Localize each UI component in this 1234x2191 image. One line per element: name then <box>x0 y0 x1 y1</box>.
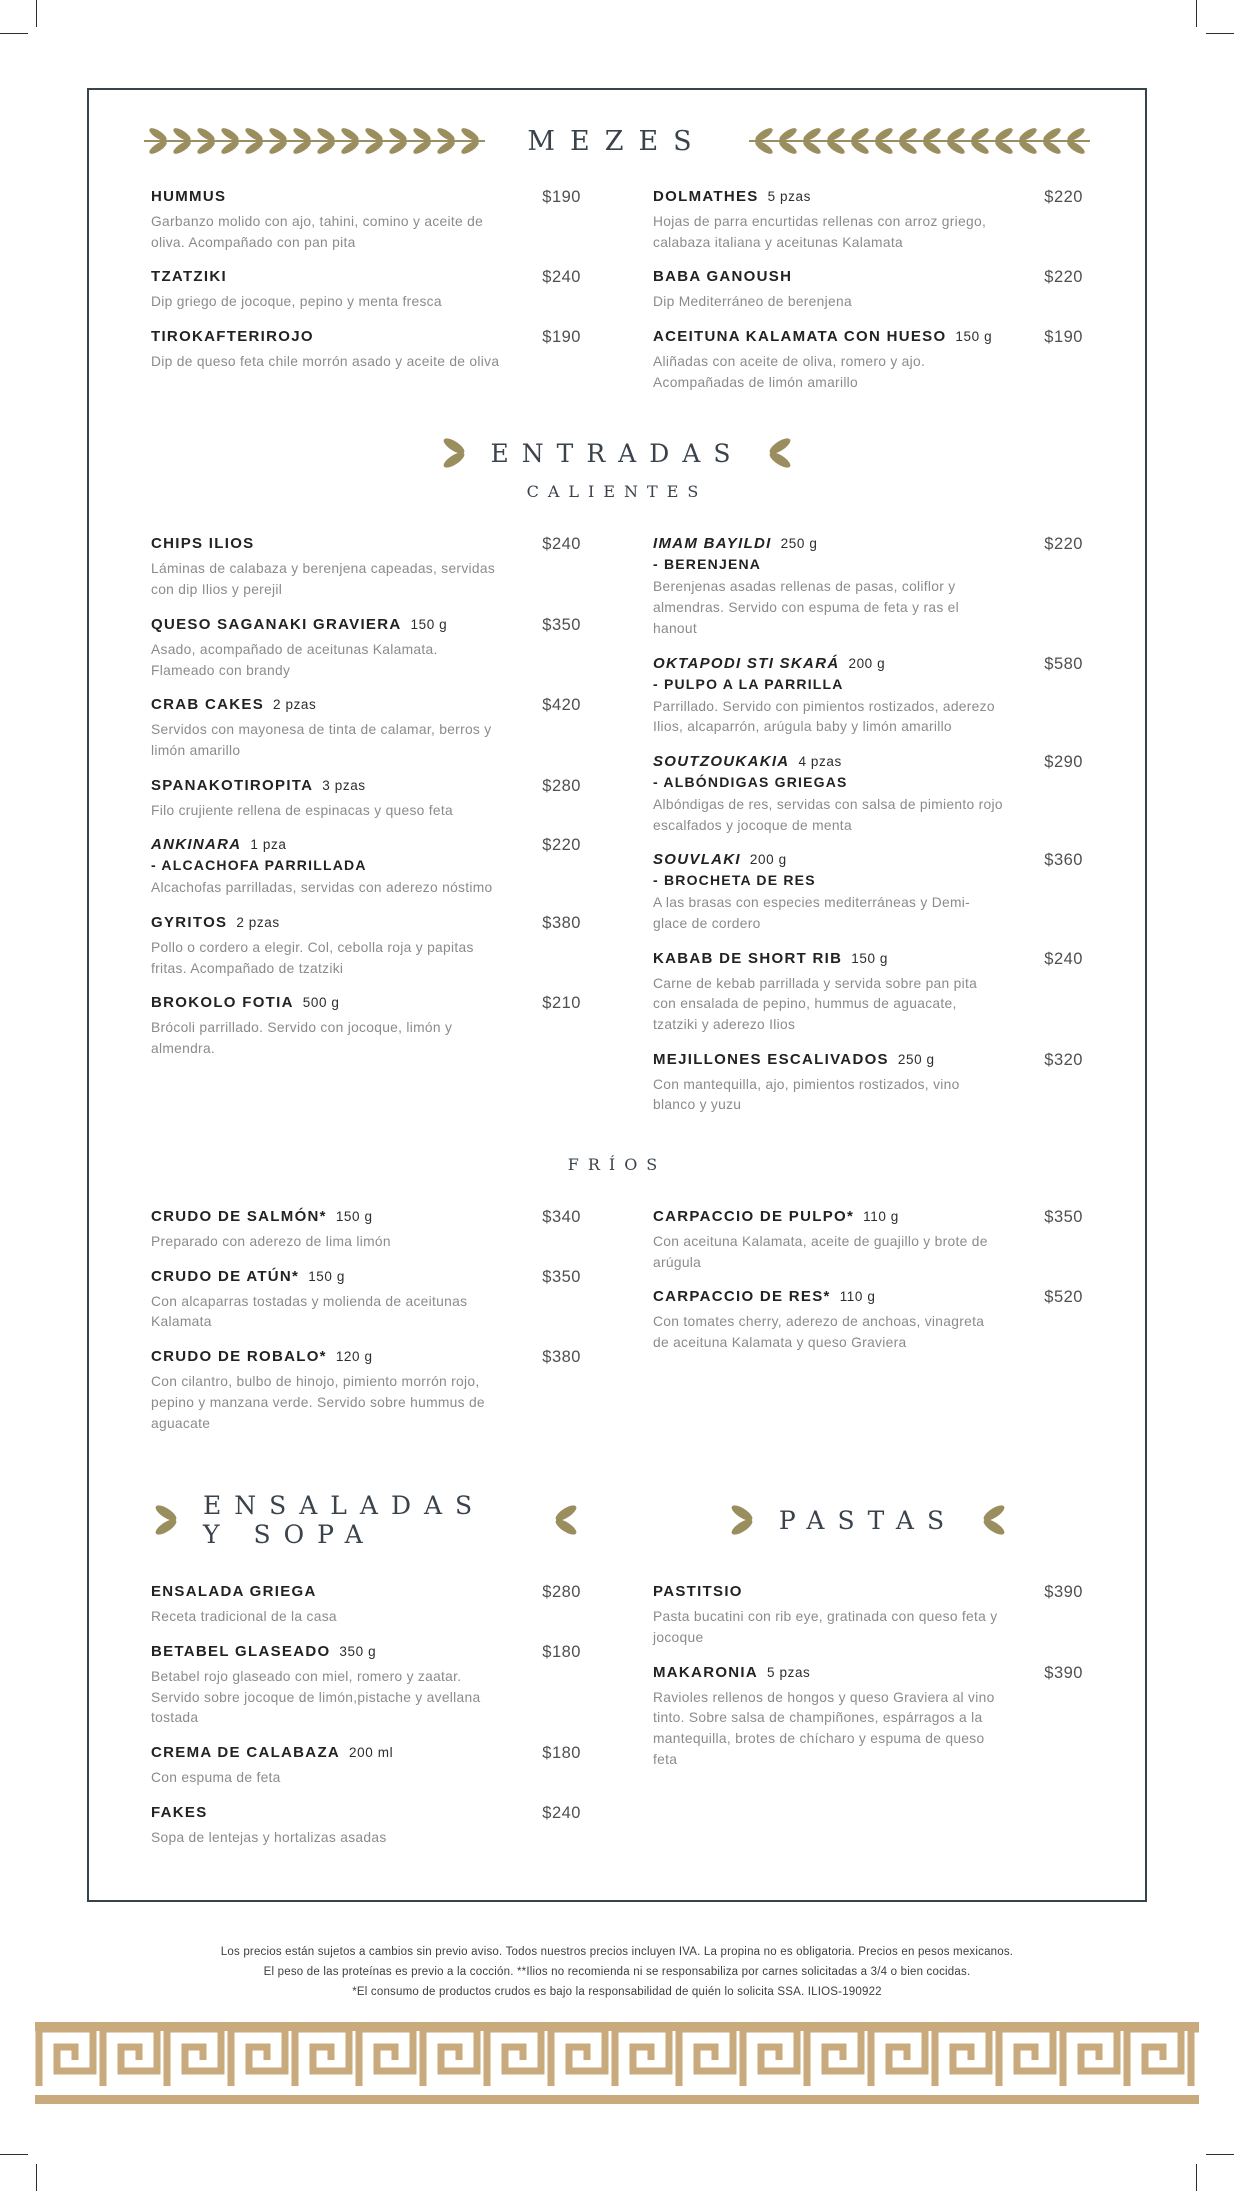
item-qty: 4 pzas <box>798 753 842 769</box>
item-description: Pasta bucatini con rib eye, gratinada con queso feta y jocoque <box>653 1609 998 1645</box>
item-name: ANKINARA <box>151 836 242 854</box>
item-description: Dip griego de jocoque, pepino y menta fresca <box>151 294 442 310</box>
menu-item <box>151 535 581 600</box>
item-qty: 110 g <box>863 1209 899 1225</box>
menu-item <box>653 950 1083 1036</box>
item-name: CRUDO DE SALMÓN* <box>151 1208 327 1226</box>
item-description: Garbanzo molido con ajo, tahini, comino y aceite de oliva. Acompañado con pan pita <box>151 214 484 250</box>
subsection-title-calientes: CALIENTES <box>526 482 708 502</box>
crop-mark <box>0 2154 28 2155</box>
legal-line-1: Los precios están sujetos a cambios sin previo aviso. Todos nuestros precios incluyen IVA. La propina no es obligatoria. Precios en pesos mexicanos. <box>220 1946 1014 1958</box>
menu-item <box>653 268 1083 313</box>
item-description: Con alcaparras tostadas y molienda de aceitunas Kalamata <box>151 1293 468 1330</box>
menu-item <box>653 188 1083 253</box>
item-description: Pollo o cordero a elegir. Col, cebolla roja y papitas fritas. Acompañado de tzatziki <box>151 939 474 976</box>
menu-item <box>151 268 581 313</box>
menu-item <box>151 1268 581 1333</box>
menu-item <box>151 696 581 761</box>
item-price: $290 <box>1044 752 1083 771</box>
item-name: ACEITUNA KALAMATA CON HUESO <box>653 328 947 346</box>
item-description: Aliñadas con aceite de oliva, romero y ajo. Acompañadas de limón amarillo <box>653 354 926 390</box>
section-title: ENSALADAS Y SOPA <box>203 1491 486 1550</box>
item-price: $190 <box>542 328 581 347</box>
crop-mark <box>36 0 37 27</box>
item-price: $380 <box>542 913 581 932</box>
item-name: ENSALADA GRIEGA <box>151 1583 317 1601</box>
leaf-ornament-right-icon <box>551 1503 581 1537</box>
item-qty: 150 g <box>410 616 448 632</box>
item-name: BETABEL GLASEADO <box>151 1642 331 1660</box>
item-qty: 500 g <box>302 995 340 1011</box>
item-name: HUMMUS <box>151 188 227 205</box>
crop-mark <box>1196 0 1197 27</box>
menu-item <box>653 1208 1083 1273</box>
item-qty: 2 pzas <box>236 914 280 930</box>
item-price: $220 <box>1044 188 1083 206</box>
item-price: $240 <box>1044 949 1083 968</box>
menu-item <box>653 328 1083 393</box>
item-price: $520 <box>1044 1288 1083 1307</box>
item-price: $350 <box>1044 1208 1083 1227</box>
item-qty: 200 g <box>848 655 886 671</box>
item-price: $390 <box>1044 1583 1083 1602</box>
item-description: Alcachofas parrilladas, servidas con aderezo nóstimo <box>151 880 493 896</box>
legal-footnote <box>0 1942 1234 2002</box>
menu-item <box>151 914 581 979</box>
menu-frame <box>87 88 1147 1902</box>
item-qty: 3 pzas <box>322 777 366 793</box>
section-header-entradas <box>151 436 1083 470</box>
item-description: Asado, acompañado de aceitunas Kalamata. Flameado con brandy <box>151 641 438 678</box>
menu-item <box>151 1583 581 1628</box>
item-alias: - BERENJENA <box>653 556 762 573</box>
laurel-branch-left-icon <box>142 124 487 158</box>
item-description: Filo crujiente rellena de espinacas y queso feta <box>151 802 454 818</box>
mezes-section <box>151 188 1083 408</box>
item-name: BROKOLO FOTIA <box>151 994 294 1012</box>
section-title: ENTRADAS <box>490 438 744 468</box>
section-header-pastas <box>653 1491 1083 1549</box>
item-price: $380 <box>542 1348 581 1367</box>
item-qty: 2 pzas <box>273 697 317 713</box>
crop-mark <box>36 2164 37 2191</box>
item-alias: - BROCHETA DE RES <box>653 872 816 889</box>
dual-section-headers <box>151 1491 1083 1549</box>
crop-mark <box>1206 2154 1234 2155</box>
item-description: Con aceituna Kalamata, aceite de guajillo y brote de arúgula <box>653 1234 988 1270</box>
item-name: CARPACCIO DE RES* <box>653 1288 831 1306</box>
menu-item <box>151 1643 581 1729</box>
crop-mark <box>0 33 28 34</box>
item-description: Brócoli parrillado. Servido con jocoque, limón y almendra. <box>151 1020 453 1056</box>
item-name: FAKES <box>151 1803 208 1821</box>
item-qty: 5 pzas <box>767 189 811 204</box>
item-name: CRUDO DE ATÚN* <box>151 1267 300 1285</box>
section-header-ensaladas <box>151 1491 581 1549</box>
item-name: DOLMATHES <box>653 188 759 205</box>
menu-item <box>653 1583 1083 1648</box>
item-description: Láminas de calabaza y berenjena capeadas, servidas con dip Ilios y perejil <box>151 561 496 598</box>
item-description: Hojas de parra encurtidas rellenas con arroz griego, calabaza italiana y aceitunas Kalamata <box>653 214 987 250</box>
item-price: $220 <box>1044 268 1083 287</box>
frios-section <box>151 1208 1083 1449</box>
menu-item <box>653 1664 1083 1771</box>
menu-item <box>151 1348 581 1434</box>
item-price: $340 <box>542 1208 581 1227</box>
item-price: $180 <box>542 1743 581 1762</box>
menu-item <box>653 753 1083 836</box>
item-description: Receta tradicional de la casa <box>151 1609 337 1625</box>
leaf-ornament-left-icon <box>727 1503 757 1537</box>
item-price: $240 <box>542 268 581 287</box>
item-name: MAKARONIA <box>653 1663 759 1681</box>
item-qty: 5 pzas <box>767 1664 811 1680</box>
menu-item <box>151 1208 581 1253</box>
item-description: Con tomates cherry, aderezo de anchoas, vinagreta de aceituna Kalamata y queso Graviera <box>653 1314 985 1351</box>
item-name: SOUVLAKI <box>653 851 741 869</box>
item-qty: 250 g <box>780 536 818 552</box>
item-description: Albóndigas de res, servidas con salsa de pimiento rojo escalfados y jocoque de menta <box>653 796 1003 833</box>
item-name: MEJILLONES ESCALIVADOS <box>653 1050 889 1068</box>
item-price: $280 <box>542 776 581 795</box>
menu-item <box>151 1744 581 1789</box>
crop-mark <box>1206 33 1234 34</box>
pastas-column <box>653 1583 1083 1785</box>
calientes-right-column <box>653 535 1083 1131</box>
item-name: CRAB CAKES <box>151 696 265 714</box>
item-price: $350 <box>542 615 581 634</box>
menu-item <box>151 616 581 681</box>
item-price: $210 <box>542 994 581 1013</box>
leaf-ornament-left-icon <box>439 436 469 470</box>
item-description: A las brasas con especies mediterráneas y Demi-glace de cordero <box>653 895 970 931</box>
calientes-section <box>151 535 1083 1131</box>
item-name: IMAM BAYILDI <box>653 535 772 553</box>
item-price: $220 <box>542 836 581 855</box>
item-qty: 150 g <box>308 1268 345 1284</box>
item-name: BABA GANOUSH <box>653 268 793 286</box>
menu-item <box>151 777 581 822</box>
item-description: Ravioles rellenos de hongos y queso Graviera al vino tinto. Sobre salsa de champiñones, espárragos a la mantequilla, brotes de chícharo y espuma de queso feta <box>653 1689 995 1767</box>
menu-item <box>151 328 581 373</box>
frios-left-column <box>151 1208 581 1449</box>
frios-right-column <box>653 1208 1083 1369</box>
item-name: SOUTZOUKAKIA <box>653 752 790 770</box>
item-price: $420 <box>542 696 581 715</box>
item-description: Preparado con aderezo de lima limón <box>151 1234 391 1250</box>
page-title: MEZES <box>527 125 707 157</box>
item-qty: 200 g <box>749 852 787 868</box>
item-name: QUESO SAGANAKI GRAVIERA <box>151 615 402 633</box>
menu-item <box>653 1051 1083 1116</box>
item-qty: 250 g <box>897 1051 935 1067</box>
item-alias: - ALBÓNDIGAS GRIEGAS <box>653 773 848 790</box>
item-price: $580 <box>1044 654 1083 673</box>
menu-item <box>653 1288 1083 1353</box>
item-name: CRUDO DE ROBALO* <box>151 1348 327 1366</box>
item-price: $350 <box>542 1267 581 1286</box>
item-description: Con mantequilla, ajo, pimientos rostizados, vino blanco y yuzu <box>653 1076 960 1113</box>
item-description: Carne de kebab parrillada y servida sobre pan pita con ensalada de pepino, hummus de aguacate, tzatziki y aderezo Ilios <box>653 975 978 1032</box>
calientes-left-column <box>151 535 581 1074</box>
item-alias: - ALCACHOFA PARRILLADA <box>151 857 367 874</box>
item-price: $190 <box>542 188 581 206</box>
item-price: $360 <box>1044 851 1083 870</box>
leaf-ornament-right-icon <box>765 436 795 470</box>
menu-item <box>653 535 1083 639</box>
item-price: $280 <box>542 1583 581 1602</box>
menu-item <box>653 655 1083 738</box>
item-qty: 150 g <box>851 950 889 966</box>
item-price: $240 <box>542 1803 581 1822</box>
ensaladas-pastas-section <box>151 1583 1083 1863</box>
item-description: Betabel rojo glaseado con miel, romero y zaatar. Servido sobre jocoque de limón,pistache y avellana tostada <box>151 1668 481 1726</box>
legal-line-3: *El consumo de productos crudos es bajo la responsabilidad de quién lo solicita SSA. ILIOS-190922 <box>352 1986 882 1999</box>
item-price: $240 <box>542 535 581 554</box>
mezes-left-column <box>151 188 581 388</box>
item-name: CHIPS ILIOS <box>151 535 255 553</box>
item-qty: 110 g <box>839 1289 876 1305</box>
item-name: TIROKAFTERIROJO <box>151 328 314 346</box>
item-name: PASTITSIO <box>653 1583 743 1601</box>
subsection-title-frios: FRÍOS <box>567 1155 667 1175</box>
item-qty: 150 g <box>335 1209 373 1225</box>
laurel-branch-right-icon <box>747 124 1092 158</box>
item-description: Sopa de lentejas y hortalizas asadas <box>151 1829 387 1845</box>
item-qty: 150 g <box>955 329 993 345</box>
leaf-ornament-left-icon <box>151 1503 181 1537</box>
item-description: Parrillado. Servido con pimientos rostizados, aderezo Ilios, alcaparrón, arúgula baby y limón amarillo <box>653 698 995 735</box>
menu-item <box>151 836 581 899</box>
menu-item <box>151 994 581 1059</box>
item-alias: - PULPO A LA PARRILLA <box>653 675 844 692</box>
item-name: CREMA DE CALABAZA <box>151 1743 341 1761</box>
leaf-ornament-right-icon <box>979 1503 1009 1537</box>
item-name: TZATZIKI <box>151 268 227 286</box>
item-price: $390 <box>1044 1663 1083 1682</box>
item-description: Con espuma de feta <box>151 1769 281 1785</box>
item-qty: 200 ml <box>349 1744 394 1760</box>
item-price: $180 <box>542 1642 581 1661</box>
greek-key-border <box>35 2022 1199 2104</box>
item-price: $190 <box>1044 328 1083 347</box>
item-name: CARPACCIO DE PULPO* <box>653 1208 855 1226</box>
section-header-mezes <box>151 124 1083 158</box>
menu-item <box>151 188 581 253</box>
menu-item <box>653 851 1083 934</box>
section-title: PASTAS <box>778 1505 958 1535</box>
item-description: Dip Mediterráneo de berenjena <box>653 294 852 310</box>
item-name: GYRITOS <box>151 913 228 931</box>
item-name: KABAB DE SHORT RIB <box>653 949 843 967</box>
menu-item <box>151 1804 581 1849</box>
crop-mark <box>1196 2164 1197 2191</box>
item-description: Berenjenas asadas rellenas de pasas, coliflor y almendras. Servido con espuma de feta y ras el hanout <box>653 579 959 636</box>
item-price: $320 <box>1044 1050 1083 1069</box>
item-qty: 1 pza <box>250 837 287 853</box>
item-name: OKTAPODI STI SKARÁ <box>653 654 840 672</box>
item-price: $220 <box>1044 535 1083 554</box>
item-description: Dip de queso feta chile morrón asado y aceite de oliva <box>151 354 500 370</box>
item-name: SPANAKOTIROPITA <box>151 776 314 794</box>
item-qty: 120 g <box>335 1349 373 1365</box>
legal-line-2: El peso de las proteínas es previo a la cocción. **Ilios no recomienda ni se responsabiliza por carnes solicitadas a 3/4 o bien cocidas. <box>263 1966 971 1979</box>
item-description: Servidos con mayonesa de tinta de calamar, berros y limón amarillo <box>151 722 492 758</box>
ensaladas-column <box>151 1583 581 1863</box>
mezes-right-column <box>653 188 1083 408</box>
item-qty: 350 g <box>339 1643 377 1659</box>
item-description: Con cilantro, bulbo de hinojo, pimiento morrón rojo, pepino y manzana verde. Servido sobre hummus de aguacate <box>151 1374 485 1431</box>
